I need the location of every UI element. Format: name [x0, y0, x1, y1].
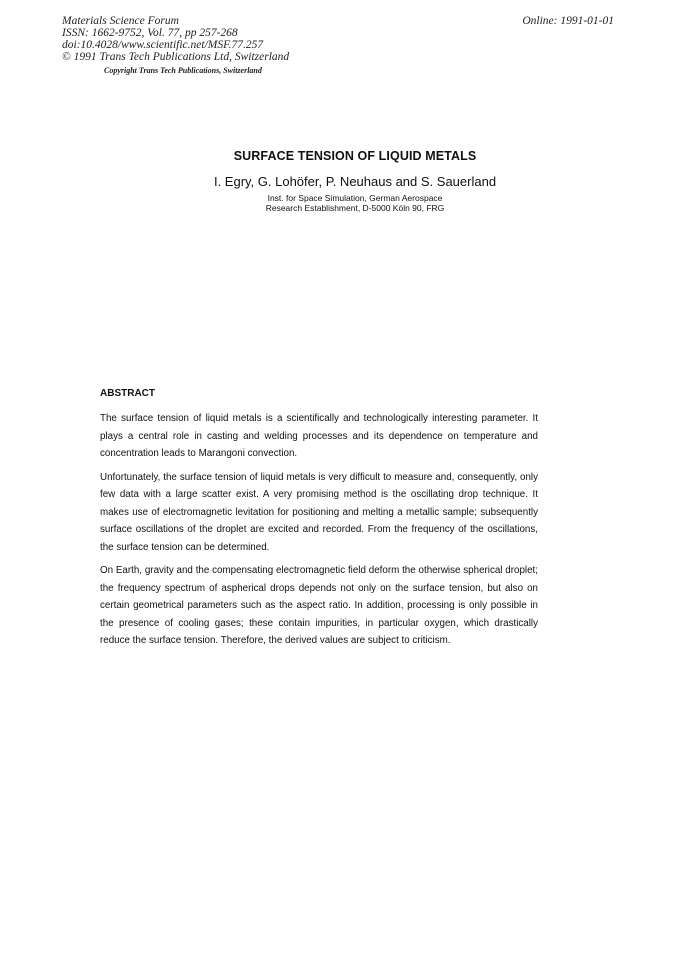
affiliation-line-2: Research Establishment, D-5000 Köln 90, FRG	[265, 203, 445, 213]
abstract-heading: ABSTRACT	[100, 388, 155, 399]
copyright-line: Copyright Trans Tech Publications, Switzerland	[104, 66, 262, 75]
affiliation-line-1: Inst. for Space Simulation, German Aerospace	[267, 193, 443, 203]
issn-line: ISSN: 1662-9752, Vol. 77, pp 257-268	[62, 27, 238, 39]
abstract-body	[100, 410, 538, 656]
doi-line: doi:10.4028/www.scientific.net/MSF.77.257	[62, 39, 264, 51]
title-block	[0, 147, 678, 165]
journal-name: Materials Science Forum	[62, 15, 179, 27]
author-list: I. Egry, G. Lohöfer, P. Neuhaus and S. Sauerland	[213, 174, 497, 189]
paper-title: SURFACE TENSION OF LIQUID METALS	[233, 149, 477, 163]
journal-header	[62, 15, 289, 77]
abstract-paragraph: Unfortunately, the surface tension of liquid metals is very difficult to measure and, consequently, only few data with a large scatter exist. A very promising method is the oscillating drop technique. It makes use of electromagnetic levitation for positioning and melting a metallic sample; subsequently surface oscillations of the droplet are excited and recorded. From the frequency of the oscillations, the surface tension can be determined.	[100, 471, 538, 553]
affiliation-block	[0, 193, 678, 213]
authors-block	[0, 174, 678, 189]
publisher-line: © 1991 Trans Tech Publications Ltd, Switzerland	[62, 51, 290, 63]
abstract-paragraph: The surface tension of liquid metals is a scientifically and technologically interesting parameter. It plays a central role in casting and welding processes and its dependence on temperature and concentration leads to Marangoni convection.	[100, 413, 538, 459]
online-date: Online: 1991-01-01	[522, 15, 614, 27]
abstract-paragraph: On Earth, gravity and the compensating electromagnetic field deform the otherwise spherical droplet; the frequency spectrum of aspherical drops depends not only on the surface tension, but also on certain geometrical parameters such as the aspect ratio. In addition, processing is only possible in the presence of cooling gases; these contain impurities, in particular oxygen, which drastically reduce the surface tension. Therefore, the derived values are subject to criticism.	[100, 565, 538, 646]
